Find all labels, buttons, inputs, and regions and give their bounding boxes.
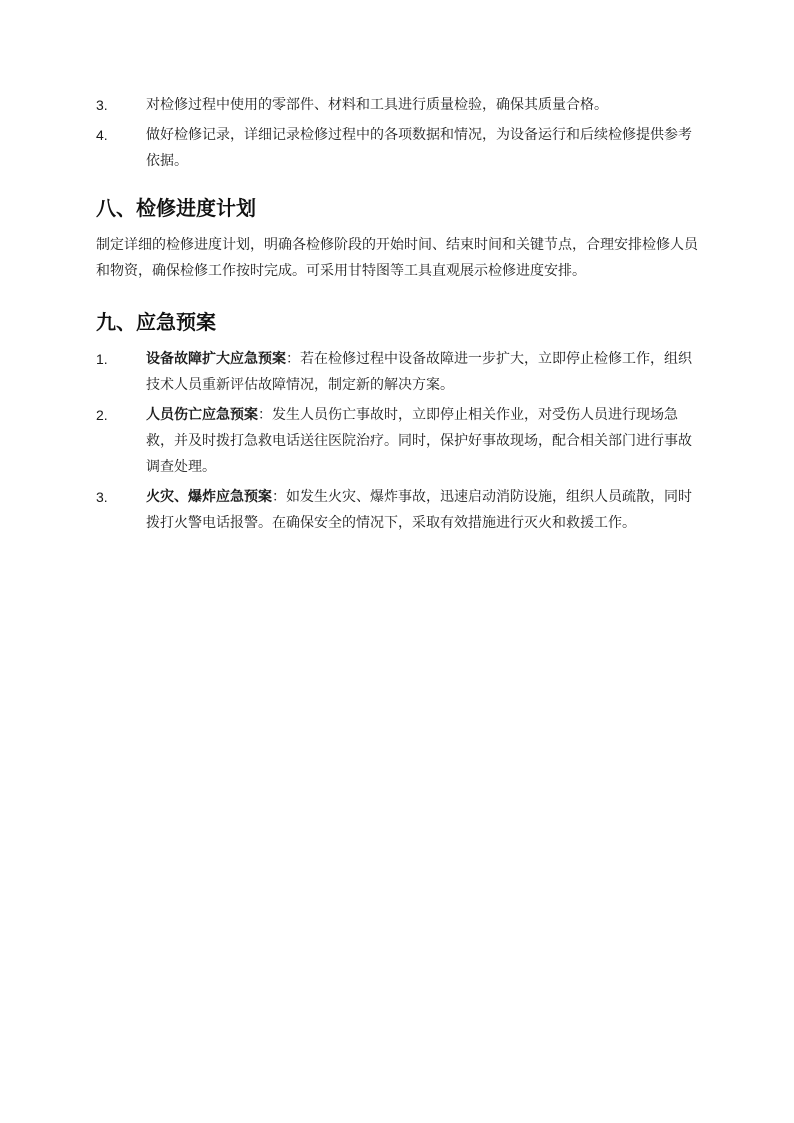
list-item xyxy=(96,402,700,480)
section7-list xyxy=(96,92,700,174)
list-item xyxy=(96,92,700,118)
list-item xyxy=(96,484,700,536)
list-item-text xyxy=(146,484,700,536)
list-item-text xyxy=(146,402,700,480)
section8-paragraph: 制定详细的检修进度计划，明确各检修阶段的开始时间、结束时间和关键节点，合理安排检修人员和物资，确保检修工作按时完成。可采用甘特图等工具直观展示检修进度安排。 xyxy=(96,237,698,279)
list-item xyxy=(96,346,700,398)
list-number: 2. xyxy=(96,407,108,423)
list-number: 3. xyxy=(96,489,108,505)
list-item-text: 对检修过程中使用的零部件、材料和工具进行质量检验，确保其质量合格。 xyxy=(146,97,608,113)
list-item-body: ：发生人员伤亡事故时，立即停止相关作业，对受伤人员进行现场急救，并及时拨打急救电话送往医院治疗。同时，保护好事故现场，配合相关部门进行事故调查处理。 xyxy=(146,407,692,475)
list-item xyxy=(96,122,700,174)
list-item-title: 设备故障扩大应急预案 xyxy=(146,351,286,367)
list-number: 4. xyxy=(96,127,108,143)
list-item-text: 做好检修记录，详细记录检修过程中的各项数据和情况，为设备运行和后续检修提供参考依据。 xyxy=(146,127,692,169)
list-item-title: 人员伤亡应急预案 xyxy=(146,407,258,423)
section9-list xyxy=(96,346,700,536)
list-item-body: ：若在检修过程中设备故障进一步扩大，立即停止检修工作，组织技术人员重新评估故障情况，制定新的解决方案。 xyxy=(146,351,692,393)
list-item-body: ：如发生火灾、爆炸事故，迅速启动消防设施，组织人员疏散，同时拨打火警电话报警。在确保安全的情况下，采取有效措施进行灭火和救援工作。 xyxy=(146,489,692,531)
list-item-text xyxy=(146,346,700,398)
list-number: 1. xyxy=(96,351,108,367)
list-number: 3. xyxy=(96,97,108,113)
section8-heading: 八、检修进度计划 xyxy=(96,196,256,220)
list-item-title: 火灾、爆炸应急预案 xyxy=(146,489,272,505)
section9-heading: 九、应急预案 xyxy=(96,310,216,334)
